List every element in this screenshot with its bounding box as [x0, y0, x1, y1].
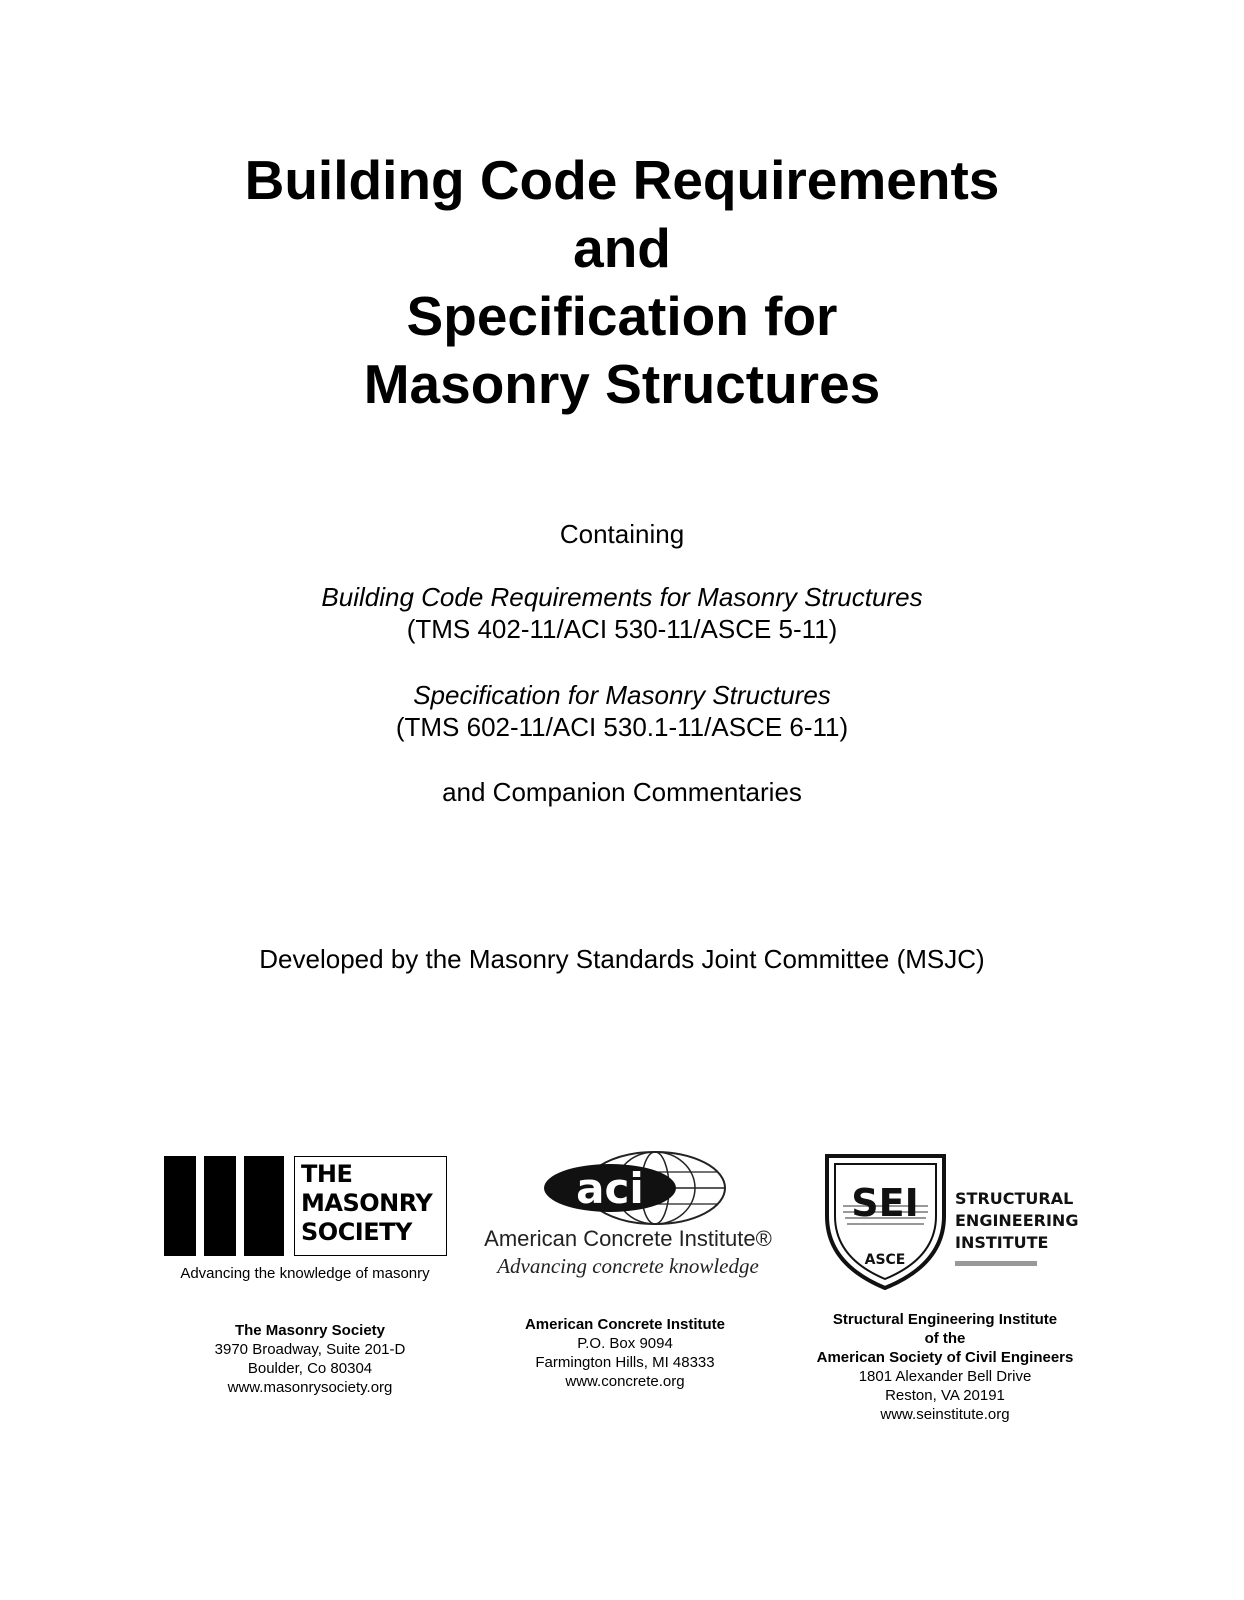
code-document [0, 581, 1244, 645]
website-link: www.masonrysociety.org [227, 1379, 393, 1396]
masonry-society-name: The Masonry Society [234, 1322, 386, 1339]
aci-logo [480, 1150, 776, 1285]
masonry-society-logo-text: SOCIETY [301, 1218, 412, 1246]
address-line: Boulder, Co 80304 [247, 1360, 373, 1377]
specification-document-designation: (TMS 602-11/ACI 530.1-11/ASCE 6-11) [395, 712, 849, 742]
aci-logo-text: aci [576, 1164, 644, 1213]
title-line: Building Code Requirements [244, 149, 1000, 211]
code-document-designation: (TMS 402-11/ACI 530-11/ASCE 5-11) [406, 614, 838, 644]
aci-name: American Concrete Institute [524, 1316, 726, 1333]
website-link: www.concrete.org [565, 1373, 685, 1390]
masonry-society-address [190, 1321, 430, 1397]
document-title [0, 146, 1244, 418]
address-line: P.O. Box 9094 [577, 1335, 673, 1352]
sei-logo-word: STRUCTURAL [955, 1189, 1074, 1208]
sei-name: Structural Engineering Institute [832, 1311, 1058, 1328]
sei-shield-icon [823, 1154, 948, 1290]
masonry-society-tagline: Advancing the knowledge of masonry [180, 1265, 430, 1282]
address-line: 3970 Broadway, Suite 201-D [214, 1341, 406, 1358]
sei-logo-rule [955, 1261, 1037, 1266]
developed-by: Developed by the Masonry Standards Joint Committee (MSJC) [259, 944, 985, 974]
masonry-society-logo-text: THE [301, 1160, 353, 1188]
sei-name: American Society of Civil Engineers [816, 1349, 1074, 1366]
sei-logo-mark: SEI [851, 1181, 919, 1225]
sei-name: of the [924, 1330, 966, 1347]
code-document-title: Building Code Requirements for Masonry Structures [321, 582, 923, 612]
aci-address [505, 1315, 745, 1391]
companion-commentaries: and Companion Commentaries [442, 777, 802, 807]
title-line: Specification for [406, 285, 838, 347]
title-line: and [573, 217, 671, 279]
aci-globe-icon [480, 1150, 776, 1230]
containing-label: Containing [559, 519, 685, 549]
specification-document-title: Specification for Masonry Structures [413, 680, 831, 710]
sei-logo-word: ENGINEERING [955, 1211, 1079, 1230]
specification-document [0, 679, 1244, 743]
website-link: www.seinstitute.org [880, 1406, 1010, 1423]
address-line: Reston, VA 20191 [885, 1387, 1005, 1404]
masonry-society-logo-text: MASONRY [301, 1189, 433, 1217]
sei-logo [823, 1154, 1079, 1290]
sei-logo-word: INSTITUTE [955, 1233, 1049, 1252]
sei-logo-sub: ASCE [864, 1252, 906, 1268]
address-line: 1801 Alexander Bell Drive [858, 1368, 1032, 1385]
masonry-society-logo [164, 1156, 447, 1256]
aci-logo-name: American Concrete Institute® [484, 1226, 772, 1251]
sei-address [790, 1310, 1100, 1424]
aci-logo-tagline: Advancing concrete knowledge [497, 1254, 759, 1278]
title-line: Masonry Structures [363, 353, 881, 415]
address-line: Farmington Hills, MI 48333 [535, 1354, 715, 1371]
